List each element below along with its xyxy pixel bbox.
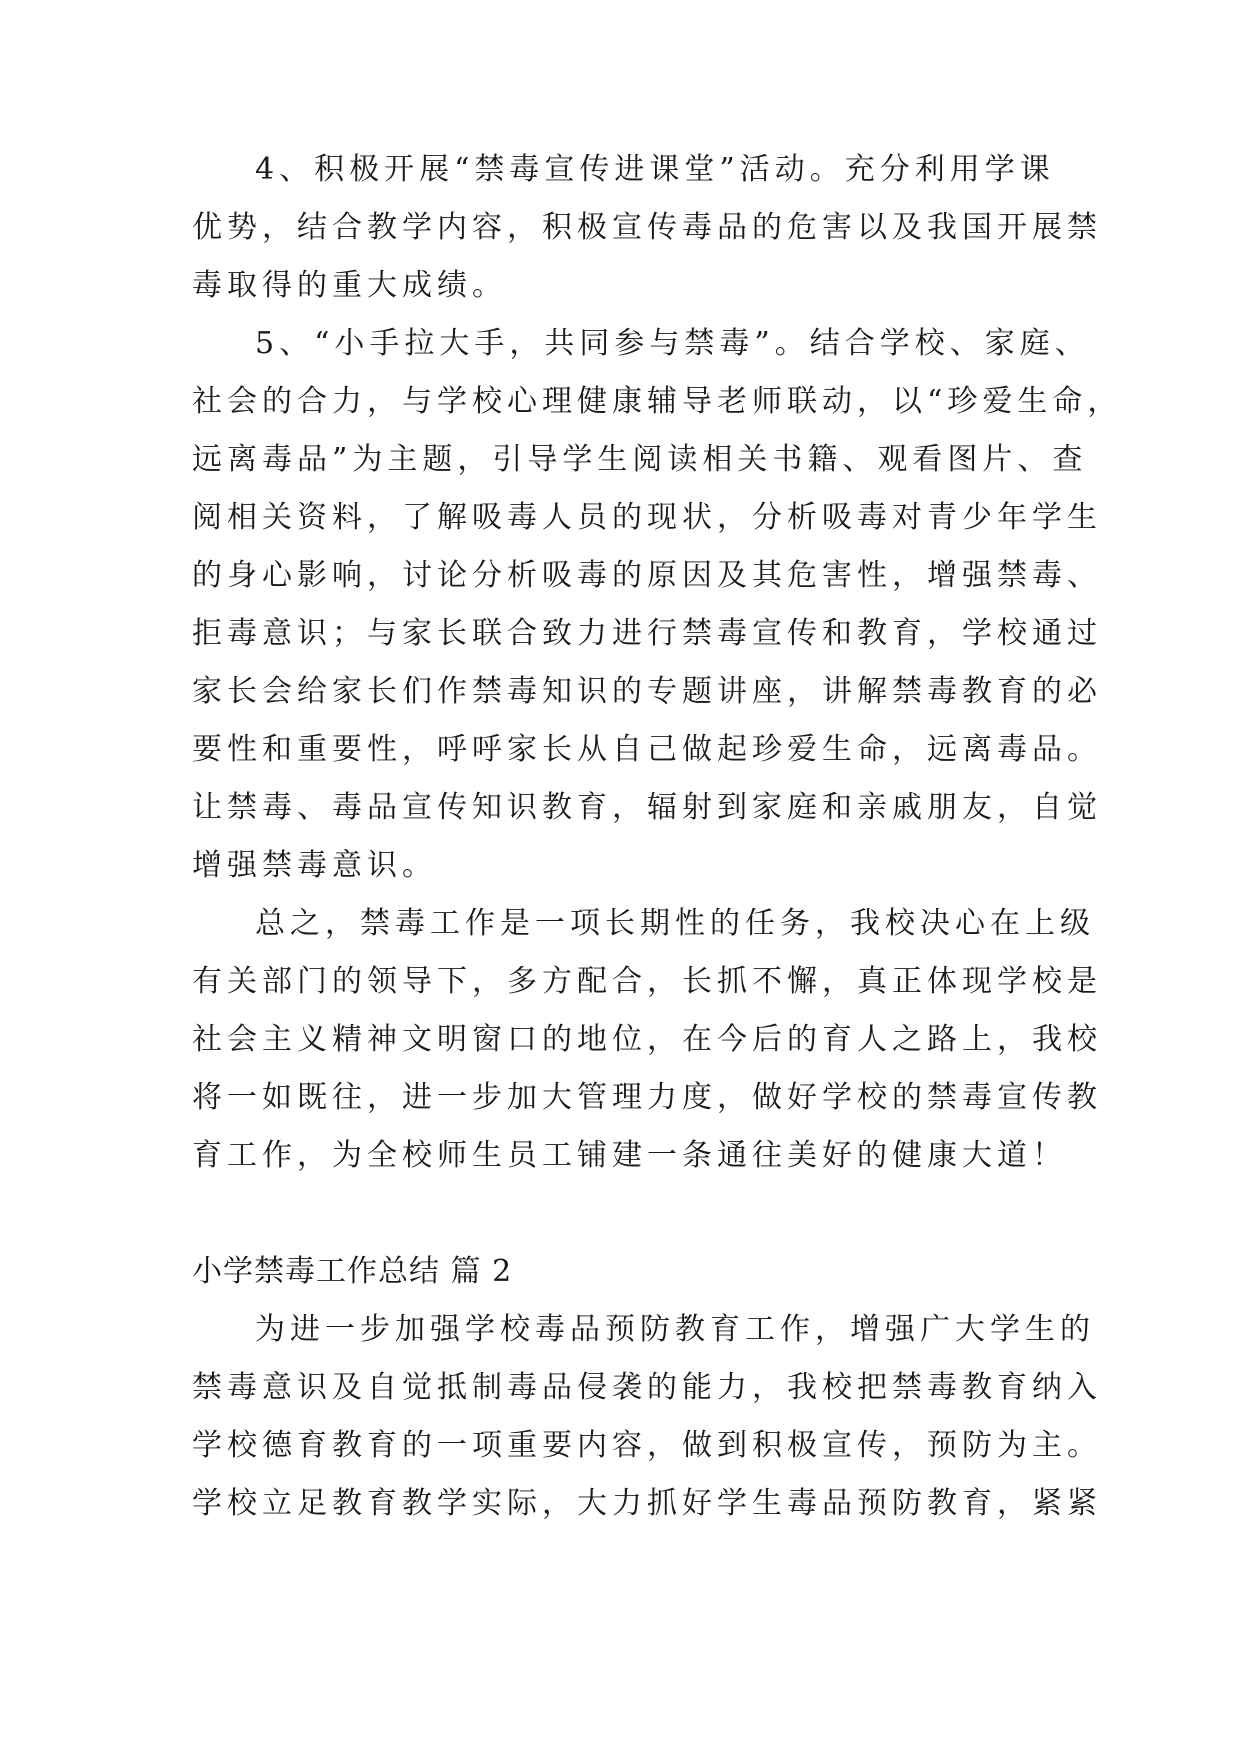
paragraph-item-5-line: 的身心影响，讨论分析吸毒的原因及其危害性，增强禁毒、 (192, 558, 1102, 593)
paragraph-summary-line: 社会主义精神文明窗口的地位，在今后的育人之路上，我校 (192, 1022, 1102, 1057)
section-heading: 小学禁毒工作总结 篇 2 (192, 1254, 513, 1289)
paragraph-summary-line: 将一如既往，进一步加大管理力度，做好学校的禁毒宣传教 (192, 1080, 1102, 1115)
paragraph-item-5-line: 家长会给家长们作禁毒知识的专题讲座，讲解禁毒教育的必 (192, 674, 1102, 709)
paragraph-item-5-line: 阅相关资料，了解吸毒人员的现状，分析吸毒对青少年学生 (192, 500, 1102, 535)
paragraph-item-5-line: 远离毒品”为主题，引导学生阅读相关书籍、观看图片、查 (192, 442, 1088, 477)
paragraph-summary-line: 总之，禁毒工作是一项长期性的任务，我校决心在上级 (255, 906, 1095, 941)
paragraph-summary-line: 有关部门的领导下，多方配合，长抓不懈，真正体现学校是 (192, 964, 1102, 999)
paragraph-item-5-line: 要性和重要性，呼呼家长从自己做起珍爱生命，远离毒品。 (192, 732, 1102, 767)
paragraph-section-2-line: 为进一步加强学校毒品预防教育工作，增强广大学生的 (255, 1312, 1095, 1347)
paragraph-item-4-line: 优势，结合教学内容，积极宣传毒品的危害以及我国开展禁 (192, 210, 1102, 245)
paragraph-item-4-line: 毒取得的重大成绩。 (192, 268, 507, 303)
paragraph-summary-line: 育工作，为全校师生员工铺建一条通往美好的健康大道！ (192, 1138, 1067, 1173)
paragraph-section-2-line: 学校立足教育教学实际，大力抓好学生毒品预防教育，紧紧 (192, 1486, 1102, 1521)
paragraph-section-2-line: 禁毒意识及自觉抵制毒品侵袭的能力，我校把禁毒教育纳入 (192, 1370, 1102, 1405)
paragraph-item-5-line: 5、“小手拉大手，共同参与禁毒”。结合学校、家庭、 (255, 326, 1090, 361)
paragraph-item-5-line: 社会的合力，与学校心理健康辅导老师联动，以“珍爱生命， (192, 384, 1123, 419)
paragraph-item-5-line: 让禁毒、毒品宣传知识教育，辐射到家庭和亲戚朋友，自觉 (192, 790, 1102, 825)
paragraph-item-5-line: 增强禁毒意识。 (192, 848, 437, 883)
paragraph-section-2-line: 学校德育教育的一项重要内容，做到积极宣传，预防为主。 (192, 1428, 1102, 1463)
paragraph-item-5-line: 拒毒意识；与家长联合致力进行禁毒宣传和教育，学校通过 (192, 616, 1102, 651)
paragraph-item-4-line: 4、积极开展“禁毒宣传进课堂”活动。充分利用学课 (255, 152, 1055, 187)
